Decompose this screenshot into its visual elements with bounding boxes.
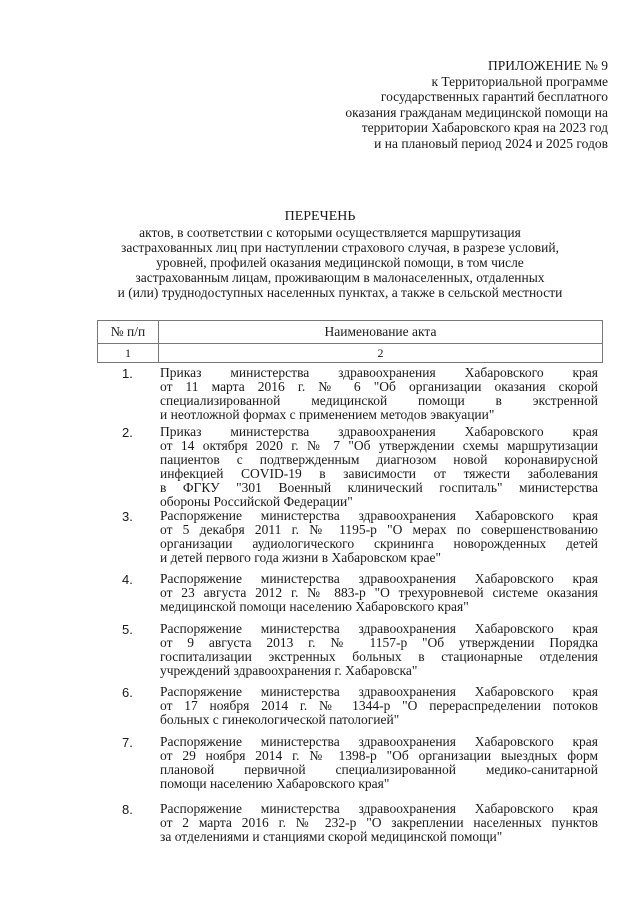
appendix-line: к Территориальной программе	[431, 73, 608, 89]
item-number: 6.	[122, 685, 133, 700]
appendix-line: ПРИЛОЖЕНИЕ № 9	[487, 58, 608, 73]
item-text	[160, 622, 598, 678]
item-line: Распоряжение министерства здравоохранения Хабаровского края	[160, 622, 598, 636]
item-text	[160, 572, 598, 614]
item-line: от 17 ноября 2014 г. № 1344-р "О перераспределении потоков	[160, 699, 598, 713]
item-number: 5.	[122, 622, 133, 637]
item-number: 4.	[122, 572, 133, 587]
item-line: в ФГКУ "301 Военный клинический госпиталь" министерства	[160, 481, 598, 495]
subtitle-line: уровней, профилей оказания медицинской помощи, в том числе	[156, 255, 524, 270]
item-line: и неотложной формах с применением методов эвакуации"	[160, 408, 495, 422]
item-line: плановой первичной специализированной медико-санитарной	[160, 763, 598, 777]
item-line: учреждений здравоохранения г. Хабаровска"	[160, 664, 418, 678]
item-line: от 23 августа 2012 г. № 883-р "О трехуровневой системе оказания	[160, 586, 598, 600]
item-text	[160, 685, 598, 727]
column-number-2: 2	[159, 344, 603, 363]
subtitle-line: актов, в соответствии с которыми осуществляется маршрутизация	[139, 225, 521, 240]
item-line: от 29 ноября 2014 г. № 1398-р "Об организации выездных форм	[160, 749, 598, 763]
subtitle-line: застрахованных лиц при наступлении страхового случая, в разрезе условий,	[121, 240, 559, 255]
item-line: организации аудиологического скрининга новорожденных детей	[160, 537, 598, 551]
item-line: специализированной медицинской помощи в экстренной	[160, 394, 598, 408]
item-text	[160, 802, 598, 844]
item-line: госпитализации экстренных больных в стационарные отделения	[160, 650, 598, 664]
item-text	[160, 509, 598, 565]
item-number: 2.	[122, 425, 133, 440]
appendix-line: территории Хабаровского края на 2023 год	[361, 120, 608, 135]
item-line: медицинской помощи населению Хабаровского края"	[160, 600, 469, 614]
item-line: инфекцией COVID-19 в зависимости от тяжести заболевания	[160, 467, 598, 481]
table-numbering-row	[98, 344, 603, 363]
acts-table-header	[97, 320, 603, 363]
item-text	[160, 366, 598, 422]
item-number: 3.	[122, 509, 133, 524]
item-text	[160, 425, 598, 509]
item-line: Распоряжение министерства здравоохранения Хабаровского края	[160, 685, 598, 699]
column-number-1: 1	[98, 344, 159, 363]
document-subtitle	[40, 225, 640, 300]
subtitle-line: и (или) труднодоступных населенных пунктах, а также в сельской местности	[117, 285, 563, 300]
item-line: Распоряжение министерства здравоохранения Хабаровского края	[160, 572, 598, 586]
subtitle-line: застрахованным лицам, проживающим в малонаселенных, отдаленных	[135, 270, 545, 285]
appendix-line: государственных гарантий бесплатного	[380, 89, 608, 104]
item-line: от 2 марта 2016 г. № 232-р "О закреплении населенных пунктов	[160, 816, 598, 830]
item-line: за отделениями и станциями скорой медицинской помощи"	[160, 830, 503, 844]
item-line: Распоряжение министерства здравоохранения Хабаровского края	[160, 735, 598, 749]
item-line: пациентов с подтвержденным диагнозом новой коронавирусной	[160, 453, 598, 467]
item-line: от 11 марта 2016 г. № 6 "Об организации оказания скорой	[160, 380, 598, 394]
item-line: больных с гинекологической патологией"	[160, 713, 400, 727]
item-line: Распоряжение министерства здравоохранения Хабаровского края	[160, 802, 598, 816]
item-line: Распоряжение министерства здравоохранения Хабаровского края	[160, 509, 598, 523]
column-header-act-name: Наименование акта	[159, 321, 603, 344]
item-line: от 14 октября 2020 г. № 7 "Об утверждении схемы маршрутизации	[160, 439, 598, 453]
table-header-row	[98, 321, 603, 344]
item-number: 8.	[122, 802, 133, 817]
item-number: 1.	[122, 366, 133, 381]
item-line: от 9 августа 2013 г. № 1157-р "Об утверждении Порядка	[160, 636, 598, 650]
appendix-header	[278, 58, 608, 151]
item-line: помощи населению Хабаровского края"	[160, 777, 390, 791]
item-line: Приказ министерства здравоохранения Хабаровского края	[160, 425, 598, 439]
item-line: обороны Российской Федерации"	[160, 495, 353, 509]
appendix-line: и на плановый период 2024 и 2025 годов	[374, 135, 608, 151]
column-header-number: № п/п	[98, 321, 159, 344]
appendix-line: оказания гражданам медицинской помощи на	[345, 104, 608, 120]
item-text	[160, 735, 598, 791]
item-number: 7.	[122, 735, 133, 750]
document-title: ПЕРЕЧЕНЬ	[284, 209, 356, 224]
item-line: Приказ министерства здравоохранения Хабаровского края	[160, 366, 598, 380]
item-line: и детей первого года жизни в Хабаровском крае"	[160, 551, 442, 565]
item-line: от 5 декабря 2011 г. № 1195-р "О мерах по совершенствованию	[160, 523, 598, 537]
